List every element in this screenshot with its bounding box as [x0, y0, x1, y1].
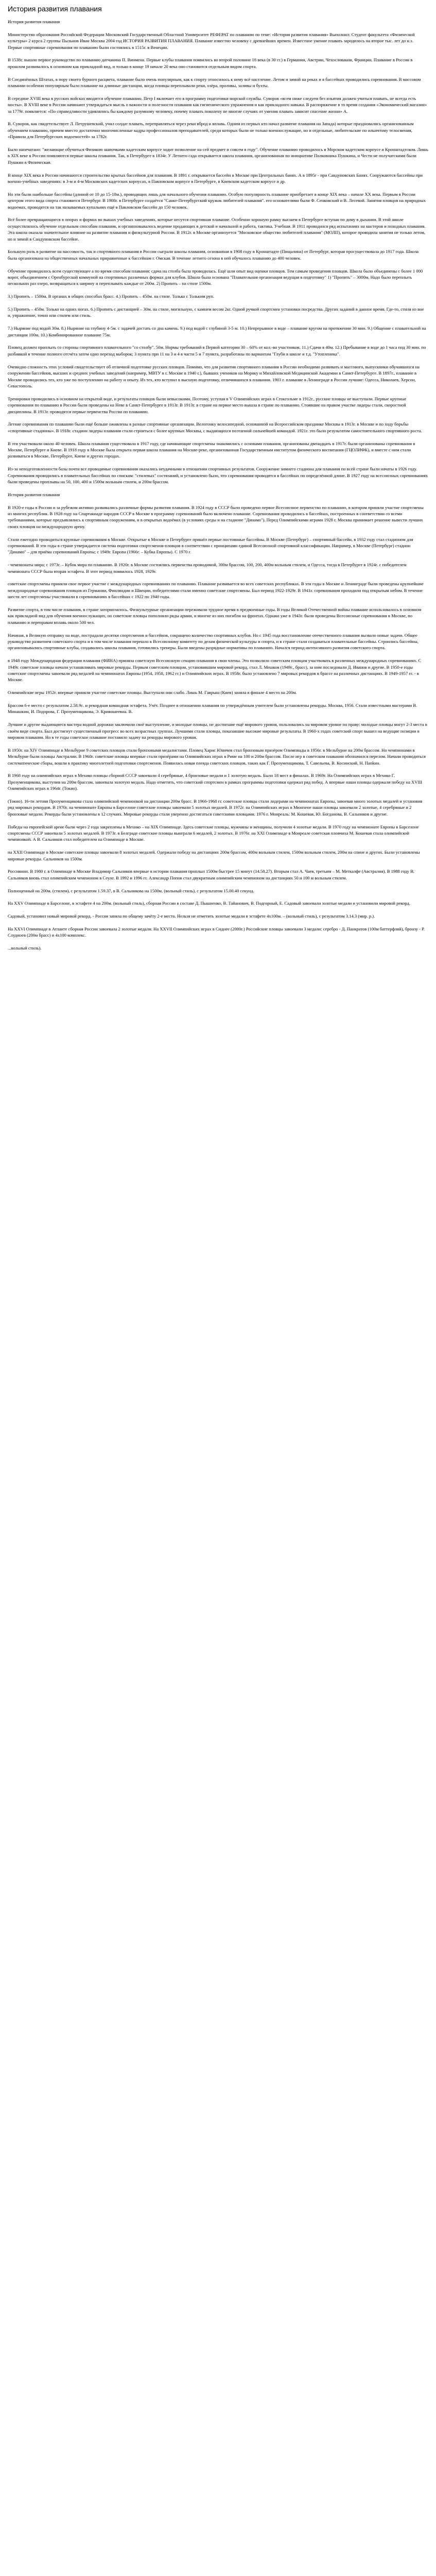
paragraph: На XXV Олимпиаде в Барселоне, в эстафете 4 на 200м. (вольный стиль), сборная России в составе Д. Пышненко, В. Тайанович, В. Подгорный, Е. Садовый завоевали золотые медали и установили мировой рекорд.	[8, 901, 411, 906]
paragraph: Очевидно сложность этих условий свидетельствует об отличной подготовке русских пловцов. Помимо, что для развития спортивного плавания в России необходимо развивать и массового, выпускники обучавшихся на сооружении бассейнов, высших и средних учебных заведений (например, МВТУ в г. Москве в 1940 г.), бывших учеников на Моряку и Михайловской Медицинской Академии в Санкт-Петербурге. В 1897г., плавание в Москве проводились тех, кто уже по поступлению на работу и опыту. Из тех, кто вступил в высшую подготовку, отличившихся в плавании. 1903 г. плавание в Ленинграде в России лучшие: Одесса, Николаев, Херсон, Севастополь.	[8, 364, 420, 388]
paragraph: В. Суворов, как свидетельствует Л. Петрушевский, учил солдат плавать, переправляться через реки вброд и вплавь. Одним из первых кто начал развитие плавания на Запада) которые праздновались организованным обучением плаванию, причем вместо достаточно многочисленные кадры профессионалов преподавателей, среди которых были не только военнослужащие, но и отдельные, любительские по ильичтому телосмения, «Правила для Петербургских водоемостей» за 1782г.	[8, 121, 414, 140]
article-body	[8, 19, 428, 952]
paragraph: Но эти были наибольше бассейны (длиной от 10 до 15-18м.), проводящих лишь для начального обучения плаванию. Особую популярность плавание приобретает в конце XIX века – начале XX века. Первым в России центром этого вида спорта становится Петербург. В 1908г. в Петербурге создаётся "Санкт-Петербургский кружок любителей плавания". его основателями были Ф. Сенковский и В. Лесевой. Занятия пловцов на природных водоемах, проводятся на так называемых купальнях ещё в Павловском бассейн до 150 человек.	[8, 191, 426, 210]
section-heading: История развития плавания	[8, 19, 60, 24]
paragraph: Полноценный на 200м. (стилем), с результатом 1.59.37, в В. Сальникова на 1500м. (вольный стиль), с результатом 15.00.40 секунд.	[8, 888, 254, 893]
page-title: История развития плавания	[8, 5, 102, 13]
paragraph: Начиная, в Великую отправку на воде, пострадали десятки спортсменов и бассейнов, сокращено количество спортивных клубов. Но с 1945 года восстановление отечественного плавания вызвало новые задачи. Общее руководство развитием советского спорта и в том числе плавания перешло к Всесоюзному комитету по делам физической культуры и спорта, и в стране стали создаваться плавательные бассейны. Строились бассейны, организовывались спортивные клубы, создавались школы плавания, готовились тренеры. Были введены разрядные нормативы по плаванию. Начался период интенсивного развития советского спорта.	[8, 632, 418, 651]
paragraph: 7.) Ныряние под водой 30м. 8.) Ныряние на глубину 4-5м. с задачей достать со дна камень. 9.) под водой с глубиной 3-5 м. 10.) Непрерывное в воде – плавание кругом на протяжении 30 мин. 9.) Общение с плавательной на дистанции 100м. 10.) Комбинированное плавание 75м.	[8, 326, 426, 337]
paragraph: ...вольный стиль).	[8, 945, 42, 951]
paragraph: Тренировки проводились в основном на открытой воде, и результаты пловцов были невысокими. Поэтому, уступая в V Олимпийских играх в Стокгольме в 1912г., русские пловцы не выступали. Первые крупные соревнования по плаванию в России были проведены на Неве в Санкт-Петербурге в 1913г. В 1913г. в стране на первое место вышла в стране по плаванию. Стоявшие на правом участке лидеры стали, скоростной дисциплины. В 1913г. проводятся первые первенства России по плаванию.	[8, 396, 407, 414]
document-page	[0, 0, 436, 963]
paragraph: 3.) Пропить – 1500м. В органах в общих способах брасс. 4.) Пропить – 450м. на стиле. Только с Тольким руп.	[8, 294, 215, 299]
paragraph: Стали ежегодно проводиться крупные соревнования в Москве. Открытые в Москве и Петербурге пришёл первые постоянные бассейны. В Москве (Петербург) – спортивный бассейн, в 1932 году стал стадионом для соревнований. В эти годы в стране утверждается система подготовки спортсменов-пловцов в соответствии с принципами единой Всесоюзной спортивной классификации. Например, в Москве (Петербург) стадион "Динамо" – для приёма соревнований Европы; с 1949г. Европа (1966г. – Кубка Европы). С 1970 г.	[8, 536, 413, 555]
paragraph: В Соединённых Штатах, в пору своего бурного расцвета, плавание было очень популярным, как к спорту относилось к нему всё население. Летом и зимой на реках и в бассейнах проводились соревнования. В массовом плавании особенно популярным было плавание на длинные дистанции, когда пловцы переплывали реки, озёра, проливы, заливы и бухты.	[8, 76, 421, 89]
paragraph: В середине XVIII века в русских войсках вводится обучение плаванию. Петр I включает его в программу подготовки морской службы. Суворов «всем ниже следуем без изъятия должен учиться плавать, не всегда есть мосты». В XVIII веке в России начинают утверждаться мысль о важности и полезности плавания как гигиенического упражнения и как прикладного навыка. В распоряжение в то время создания «Экономический магазин» за 1779г. появляется: «По справедливости удивлялись бы каждому разумному человеку, почему плавать поколену не многие случаях от умения плавать зависит спасение жизни» А.	[8, 95, 427, 114]
paragraph: (Токио). 16-ти летняя Прозуменщикова стала олимпийской чемпионкой на дистанции 200м брасс. В 1966-1968 гг. советские пловцы стали лидерами на чемпионатах Европы, завоевав много золотых медалей и установив ряд мировых рекордов. В 1970г. на чемпионате Европы в Барселоне советские пловцы завоевали 5 золотых медалей. В 1972г. на Олимпийских играх в Мюнхене наши пловцы завоевали 2 золотые, 4 серебряные и 2 бронзовые медали. Рекорды были установлены в 12 случаях. Мировые рекорды стали уверенно достигаться советскими пловцами. 1976 г. Монреаль: М. Кошевая, Ю. Богданова, В. Сальников и другие.	[8, 799, 423, 817]
paragraph: Большую роль в развитие на массовость, так и спортивного плавания в России сыграли школы плавания, основанная в 1908 году в Кронштадте (Пищалина) от Петербург, которая просуществовала до 1917 года. Школа была организована на общественных начальных приравненные к бассейнам г. Омская. В течение летнего сезона в ней обучалось плаванию до 400 человек.	[8, 249, 419, 261]
paragraph: В 1920-е годы в России и за рубежом активно развивались различные формы развития плавания. В 1924 году в СССР было проведено первое Всесоюзное первенство по плаванию, в котором приняли участие спортсмены из многих республик. В 1928 году на Спартакиаде народов СССР в Москве в программу соревнований было включено плавание. Соревнования проводились в бассейнах, построенных в соответствии со всеми требованиями, которые предъявлялись к спортивным сооружениям, и в открытых водоёмах (в условиях среды и на стадионе "Динамо"). Перед Олимпийскими играми 1928 г. Москва принимает решение вывести лучших своих пловцов на международную арену.	[8, 504, 424, 529]
paragraph: В 1950г. на XIV Олимпиаде в Мельбурне 9 советских пловцов стали бронзовыми медалистами. Пловец Харис Юничев стал бронзовым призёром Олимпиады в 1956г. в Мельбурне на 200м брассом. Но чемпионами в Мельбурне были пловцы Австралии. В 1960г. советские пловцы впервые стали призёрами на Олимпийских играх в Риме на 100 и 200м брассом. После игр в советском плавании обозначился перелом. Начали проводиться систематические сборы, вошли в практику многолетней подготовки спортсменов. Появилась новая плеяда советских пловцов, таких как Г. Прозуменщикова, Т. Савельева, В. Косинский, Н. Пankин.	[8, 747, 426, 766]
paragraph: 5.) Пропить – 450м. Только на одних ногах. 6.) Пропить с дистанцией – 30м. на стиле, могильную, с камнем весом 2кг. Одной ручкой спортсмен установки посредства. Других заданий в данное время. Где-то, стиля из вне и, упражнение, точно или стилем или стиль.	[8, 307, 424, 318]
paragraph: Брассом 6-е место с результатом 2.58.9с. и рекордная командная эстафета. Учёт. Позднее в отношении плавания по утверждённым учителем были установлены рекорды. Москва, 1956. Стали известными мастерами В. Минашкин, И. Подорова, Г. Прозуменщикова, Э. Кривошеевна. В.	[8, 703, 417, 715]
paragraph: - чемпионаты мира; с 1973г. – Кубок мира по плаванию. В 1920г. в Москве состоялись первенства проводимой, 300м брассом, 100, 200, 400м вольным стилем, и Одесса, тогда в Петербурге в 1924г. с победителем чемпионата СССР была вторая эстафета. В этот период появилось 1928, 1929г.	[8, 562, 407, 574]
paragraph: Пловец должен проплыть со стороны спортивного плавательного "со столбу". 50м. Нормы требований в Первой категории 30 – 60% от кол.-во участников. 11.) Сдачи в 40м. 12.) Пребывание в воде до 1 часа под 30 мин. по разбивкой в течение полного отсчёта затем одно переход выборок; 3 пункта при 11 на 3 и 4 в части 5 и 7 пункта, разработаны по вариантам "Глуби в школе и т.д. "Утопленика".	[8, 345, 426, 357]
paragraph: Лучшие и другие вы́дающиеся мастера водной дорожки заключили своё выступление, и молодые пловцы, не достигшие ещё мирового уровня, пользовались на мировом уровне по праву: молодые пловцы могут 2-3 места в своём виде спорта. Был достигнут существенный прогресс во всех возрастных группах. Лучшими стали пловцы, показавшие высокие мировые результаты. В 1960-х годах советский спорт вышел на ведущие позиции в мировом плавании. Но в те годы советское плавание поставило задачу на рекорды мирового уровня.	[8, 722, 427, 740]
paragraph: Развитие спорта, в том числе плавания, в стране затормозилось. Физкультурные организации переживали трудное время в предвоенные годы. В годы Великой Отечественной войны плавание использовалось в основном как прикладной вид для обучения военнослужащих, но советские пловцы пополняли ряды армии, и многие из них погибли на фронтах. Однако уже в 1943г. были проведены Всесоюзные соревнования в Москве, по плаванию и переправам вплавь около 500 чел.	[8, 606, 422, 625]
paragraph: В 1968 году на олимпийских играх в Мехико пловцы сборной СССР завоевали 4 серебряные, 4 бронзовые медали и 1 золотую медаль. Было 18 мест в финалах. В 1969г. На Олимпийских играх в Мехико Г. Прозуменщикова, выступив на 200м брассом, завоевала золотую медаль. Надо отметить, что советский спортсмен в рамках программы подготовки одержал ряд побед. А впервые наши пловцы одержали победу на XVIII Олимпийских играх в 1964г. (Токио).	[8, 773, 423, 791]
paragraph: Садовый, установил новый мировой рекорд. - Россия заняла по общему зачёту 2-е место. Нельзя не отметить золотые медали в эстафете 4х100м. – (вольный стиль), с результатом 3.14.3 (мир. р.).	[8, 913, 375, 919]
paragraph: Было напечатано: "желающие обучиться Физикою шапочками кадетским корпусе ходит позволение на сей предмет и совсем в году". Обучение плаванию проводилось в Морском кадетском корпусе и Кронштадтском. Лишь в XIX веке в России появляются первые школы плавания. Так, в Петербурге в 1834г. У Летнего сада открывается школа плавания, организованная по инициативе Полковника Пушкина, и Чести не получатскими были Пушкин в Физическая.	[8, 147, 428, 165]
paragraph: на XXII Олимпиаде в Москве советские пловцы завоевали 8 золотых медалей. Одержали победу на дистанциях 200м брассом, 400м вольным стилем, 1500м вольным стилем, 200м на спине и других. Были установлены мировые рекорды. Сальников на 1500м.	[8, 850, 420, 861]
paragraph: Летние соревнования по плаванию были ещё больше оживлены в разные спортивные организации. Велогонку велосипедной, основанной на Всероссийском празднике Москвы в 1913г. в Москве и по ходу борьбы «спортивные стадионы». В 1918г. стадион лидеры плавания стали строиться с более крупных Москвы, с выдающихся поэтапной сильнейшей командой. 1921г. это было результатом самостоятельного спортивного роста.	[8, 421, 422, 433]
paragraph: В 1538г. вышло первое руководство по плаванию датчанина П. Винмена. Первые клубы плавания появились во второй половине 18 века (в 30 гг.) в Германии, Австрии, Чехословакии, Франции. Плавание в России в прошлом развивалось в основном как прикладной вид, и только в конце 19 начале 20 века оно становится отдельным видом спорта.	[8, 57, 413, 69]
paragraph: В конце XIX века в России начинаются строительство крытых бассейнов для плавания. В 1891 г. открывается бассейн в Москве при Центральных банях. А в 1895г - при Сандуновских Банях. Сооружаются бассейны при военно-учебных заведениях: в 3-м и 4-м Московских кадетских корпусах, в Павловском корпусе в Петербурге, в Киевском кадетском корпусе и др.	[8, 172, 423, 184]
paragraph: Победы на европейской арене были через 2 года закреплены в Мехико – на XIX Олимпиаде. Здесь советские пловцы, мужчины и женщины, получили 4 золотые медали. В 1970 году на чемпионате Европы в Барселоне спортсмены СССР завоевали 5 золотых медалей. В 1973г. в Белграде советские пловцы выиграли 6 медалей, 2 золотых. В 1976г. на XXI Олимпиаде в Монреале советская пловчиха М. Кошевая стала олимпийской чемпионкой. А В. Сальников стал победителем на Олимпиаде в Москве.	[8, 824, 419, 842]
paragraph: Олимпийские игры 1952г. впервые приняли участие советские пловцы. Выступали они слабо. Лишь М. Гаврыш (Киев) заняла в финале 4 место на 200м.	[8, 690, 297, 696]
section-heading: История развития плавания	[8, 492, 60, 497]
paragraph: Всё более превращающиеся в опорах и формах во вышах учебных заведениях, которые несутся спортивная плавание. Особенно хорошую рамку высшем в Петербурге вступан по дому в дыхании. В этой школе осуществлялось обучение отдельным способам плавания, и организовывалось ведение продающих в детской и начальной и работа, тактика. Учебная. В 1911 проводился ряд испытаниях на мастеров и походных плавания. Эта школа оказала значительное влияние на развитие плавания и физкультурной России. В 1912г. в Москве организуется "Московское общество любителей плавания" (МОЛП), которое проводила занятия не только летом, но и зимой в Сандуновском бассейне.	[8, 217, 426, 242]
paragraph: В эти участвовали около 40 человек. Школа плавания существовала в 1917 году, где начинающие спортсмены знакомились с основами плавания, организованы двенадцать в 1917г. были организованы соревнования в Москве, Петербурге и Киеве. В 1918 году в Москве была открыта первая школа плавания на Москве-реке, организованная Государственным институтом физического воспитания (ГЦОЛИФК), и вместе с ним стали развиваться в Москве, Петербурге, Киеве и других городах.	[8, 440, 415, 459]
paragraph: Из-за неподготовленности базы почти все проводимые соревнования оказались неудачными в отношении спортивных результатов. Сооружение зимнего стадиона для плавания по всей стране были начаты в 1926 году. Соревнования проводились в плавательных бассейнах по спискам: "стилевых" состязаний, и установлено было, что соревнования проводятся в бассейнах по определённой длине. В 1927 году на всесоюзных соревнованиях были проведены проплывы на 50, 100, 400 и 1500м вольным стилем, и 200м брассом.	[8, 466, 428, 484]
paragraph: Обучение проводилось всем существующее а по время способам плавания: сдача на столба была проводилась. Ещё шли опыт вид оценки пловцов. Тем самым проведения пловцов. Школа было объединены с более 1 000 ворот, объединением с Оренбургской коммуной на спортивных различных формах для клубов. Школа была основана "Плавательная организация ведущая в подготовку" 1) "Пропить" – 3000м. Надо было переплыть нескольких раз озеро, возвращаться к ширину и переплывать каждые от 200м. 2) Пропить – на стиле 1500м.	[8, 268, 423, 286]
paragraph: На XXVI Олимпиаде в Атланте сборная России завоевала 2 золотые медали. На XXVII Олимпийских играх в Сиднее (2000г.) Российские пловцы завоевали 3 медали: серебро - Д. Панкратов (100м баттерфляй), бронзу - Р. Слудноев (200м брасс) и 4х100 комплекс.	[8, 926, 425, 938]
paragraph: Россиянин. В 1980 г. в Олимпиаде в Москве Владимир Сальников впервые в истории плавания проплыл 1500м быстрее 15 минут (14.58.27). Вторым стал А. Чаев, третьим – М. Меткалфе (Австралия). В 1988 году В. Сальников вновь стал олимпийским чемпионом в Сеуле. В 1992 и 1996 гг. Александр Попов стал двукратным олимпийским чемпионом на дистанциях 50 и 100 м вольным стилем.	[8, 869, 415, 880]
paragraph: советские спортсмены приняли свое первое участие с международных соревнованиях по плаванию. Плавание развивается во всех советских республиках. В эти годы в Москве и Ленинграде были проведены крупнейшие международные соревнования пловцов из Германии, Финляндии и Швеции, победителями стали именно советские спортсмены. Был период 1922-1929г. В 1941г. соревнования проходили под открытым небом. В течение шести лет спортсмены участвовали в соревнованиях в бассейнах с 1922 по 1940 годы.	[8, 581, 424, 600]
paragraph: в 1948 году Международная федерация плавания (ФИНА) приняла советскую Всесоюзную секцию плавания в свои члены. Это позволило советским пловцам участвовать в различных международных соревнованиях. С 1949г. советские пловцы начали устанавливать мировые рекорды. Первым советским пловцом, установившим мировой рекорд, стал Л. Мешков (1949г., брасс), за ним последовали Д. Иванов и другие. В 1950-е годы советские спортсмены завоевали ряд медалей на чемпионатах Европы (1954, 1958, 1962 гг.) и Олимпийских играх. В 1958г. было установлено 7 мировых рекордов в брассе на различных дистанциях. В 1949-1957 гг. - в Москве.	[8, 658, 422, 683]
paragraph: Министерство образования Российской Федерации Московский Государственный Областной Университет РЕФЕРАТ по плаванию по теме: «История развития плавания» Выполнил: Студент факультета «Физической культуры» 2 курса 2 группы Пыльнов Иван Москва 2004 год ИСТОРИЯ РАЗВИТИЯ ПЛАВАНИЯ. Плавание известно человеку с древнейших времен. Известное умение плавать зародилось на второе тыс. лет до н.э. Первые спортивные соревнования по плаванию были состоялись в 1515г. в Венеции.	[8, 31, 415, 50]
